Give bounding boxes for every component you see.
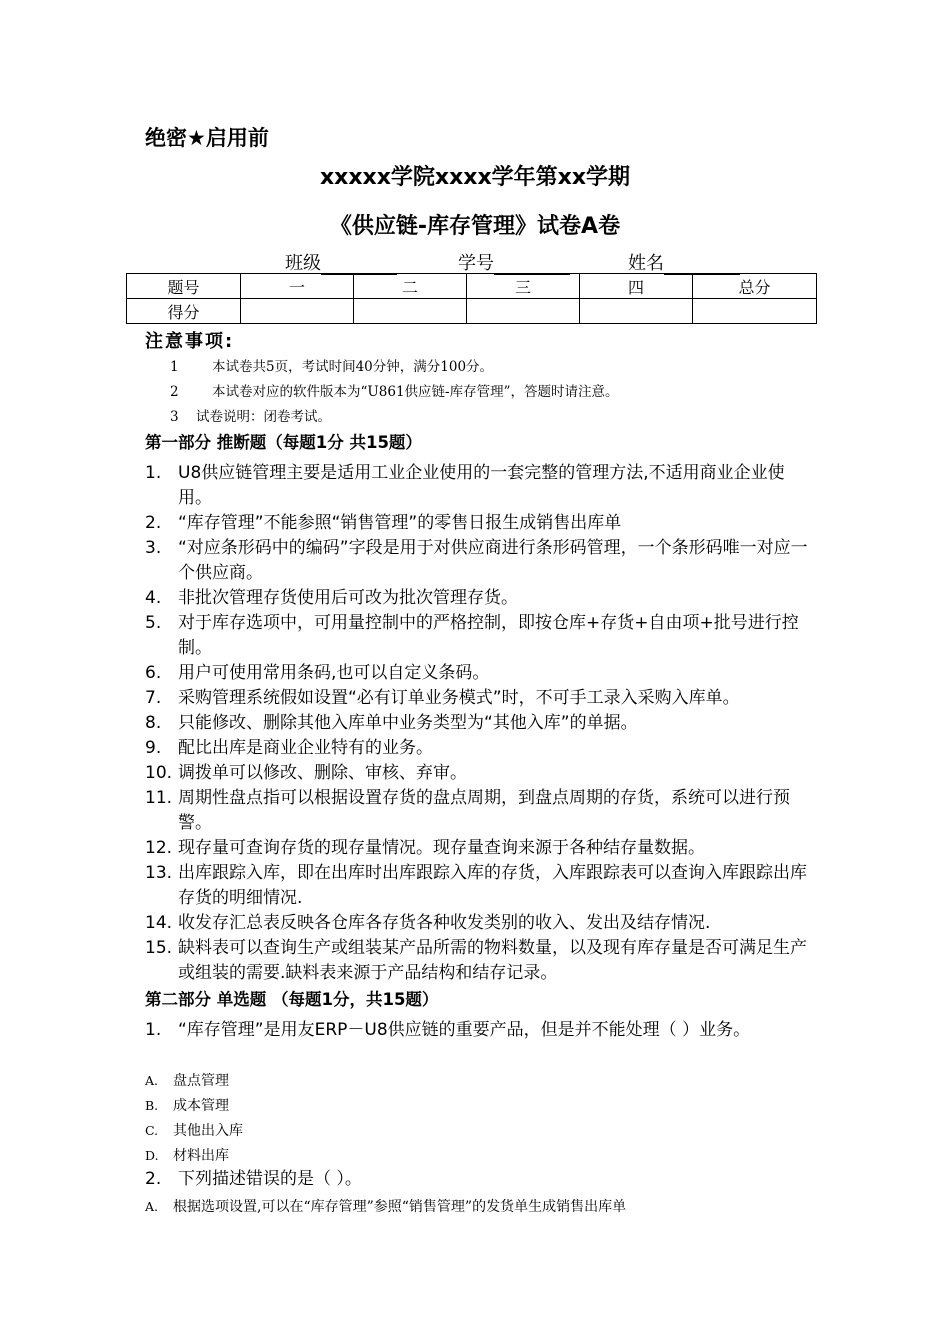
score-cell[interactable] [467,299,580,324]
question-number: 10. [145,763,173,783]
judgment-question [145,511,815,536]
judgment-question [145,911,815,936]
question-text: 周期性盘点指可以根据设置存货的盘点周期，到盘点周期的存货，系统可以进行预警。 [178,788,790,833]
question-text: 收发存汇总表反映各仓库各存货各种收发类别的收入、发出及结存情况. [178,913,711,933]
score-row-label: 得分 [127,299,241,324]
question-number: 3. [145,538,162,558]
question-number: 2. [145,513,162,533]
judgment-question [145,761,815,786]
question-text: 非批次管理存货使用后可改为批次管理存货。 [178,588,518,608]
question-text: “库存管理”不能参照“销售管理”的零售日报生成销售出库单 [178,513,622,533]
score-header-cell: 三 [467,274,580,299]
question-text: 采购管理系统假如设置“必有订单业务模式”时，不可手工录入采购入库单。 [178,688,740,708]
judgment-question [145,586,815,611]
part2-title: 第二部分 单选题 （每题1分，共15题） [145,990,439,1009]
question-text: 用户可使用常用条码,也可以自定义条码。 [178,663,490,683]
judgment-question [145,711,815,736]
question-number: 4. [145,588,162,608]
judgment-question [145,686,815,711]
option-d[interactable]: D. 材料出库 [145,1148,229,1164]
judgment-question [145,786,815,836]
judgment-question [145,661,815,686]
note-item: 1 本试卷共5页，考试时间40分钟，满分100分。 [170,359,494,375]
score-header-cell: 二 [354,274,467,299]
class-field [285,249,397,275]
question-number: 12. [145,838,173,858]
score-table [126,273,817,324]
question-text: 只能修改、删除其他入库单中业务类型为“其他入库”的单据。 [178,713,638,733]
question-number: 5. [145,613,162,633]
option-c[interactable]: C. 其他出入库 [145,1123,243,1139]
question-number: 13. [145,863,173,883]
question-number: 1. [145,463,162,483]
score-header-cell: 总分 [693,274,817,299]
question-text: U8供应链管理主要是适用工业企业使用的一套完整的管理方法,不适用商业企业使用。 [178,463,785,508]
student-id-field [458,249,570,275]
question-text: “对应条形码中的编码”字段是用于对供应商进行条形码管理，一个条形码唯一对应一个供应商。 [178,538,808,583]
part1-title: 第一部分 推断题（每题1分 共15题） [145,433,422,452]
judgment-question [145,536,815,586]
note-item: 2 本试卷对应的软件版本为“U861供应链-库存管理”，答题时请注意。 [170,384,619,400]
mc-question: 1. “库存管理”是用友ERP－U8供应链的重要产品，但是并不能处理（ ）业务。 [145,1020,751,1040]
option-a[interactable]: A. 根据选项设置,可以在“库存管理”参照“销售管理”的发货单生成销售出库单 [145,1199,627,1215]
school-term-title: xxxxx学院xxxx学年第xx学期 [319,165,631,190]
score-cell[interactable] [241,299,354,324]
notes-title: 注意事项: [145,331,235,352]
question-text: 配比出库是商业企业特有的业务。 [178,738,433,758]
name-field [628,249,740,275]
question-number: 9. [145,738,162,758]
question-number: 15. [145,938,173,958]
judgment-question [145,836,815,861]
score-cell[interactable] [580,299,693,324]
score-table-score-row [127,299,817,324]
question-number: 7. [145,688,162,708]
mc-question: 2. 下列描述错误的是（ ）。 [145,1169,362,1189]
question-number: 8. [145,713,162,733]
judgment-question [145,611,815,661]
question-text: 出库跟踪入库，即在出库时出库跟踪入库的存货，入库跟踪表可以查询入库跟踪出库存货的明细情况. [178,863,807,908]
class-label: 班级 [285,253,321,274]
student-id-label: 学号 [458,253,494,274]
judgment-question [145,461,815,511]
question-number: 14. [145,913,173,933]
score-cell[interactable] [354,299,467,324]
secret-label: 绝密★启用前 [145,126,269,150]
option-a[interactable]: A. 盘点管理 [145,1073,229,1089]
score-header-cell: 题号 [127,274,241,299]
question-text: 缺料表可以查询生产或组装某产品所需的物料数量，以及现有库存量是否可满足生产或组装的需要.缺料表来源于产品结构和结存记录。 [178,938,807,983]
judgment-question [145,861,815,911]
question-text: 现存量可查询存货的现存量情况。现存量查询来源于各种结存量数据。 [178,838,705,858]
score-cell[interactable] [693,299,817,324]
score-header-cell: 四 [580,274,693,299]
exam-title: 《供应链-库存管理》试卷A卷 [329,214,621,239]
score-header-cell: 一 [241,274,354,299]
score-table-header-row [127,274,817,299]
judgment-question [145,936,815,986]
question-text: 调拨单可以修改、删除、审核、弃审。 [178,763,467,783]
name-label: 姓名 [628,253,664,274]
question-text: 对于库存选项中，可用量控制中的严格控制，即按仓库+存货+自由项+批号进行控制。 [178,613,799,658]
option-b[interactable]: B. 成本管理 [145,1098,229,1114]
note-item: 3 试卷说明：闭卷考试。 [170,409,331,425]
question-number: 6. [145,663,162,683]
question-number: 11. [145,788,173,808]
judgment-question [145,736,815,761]
